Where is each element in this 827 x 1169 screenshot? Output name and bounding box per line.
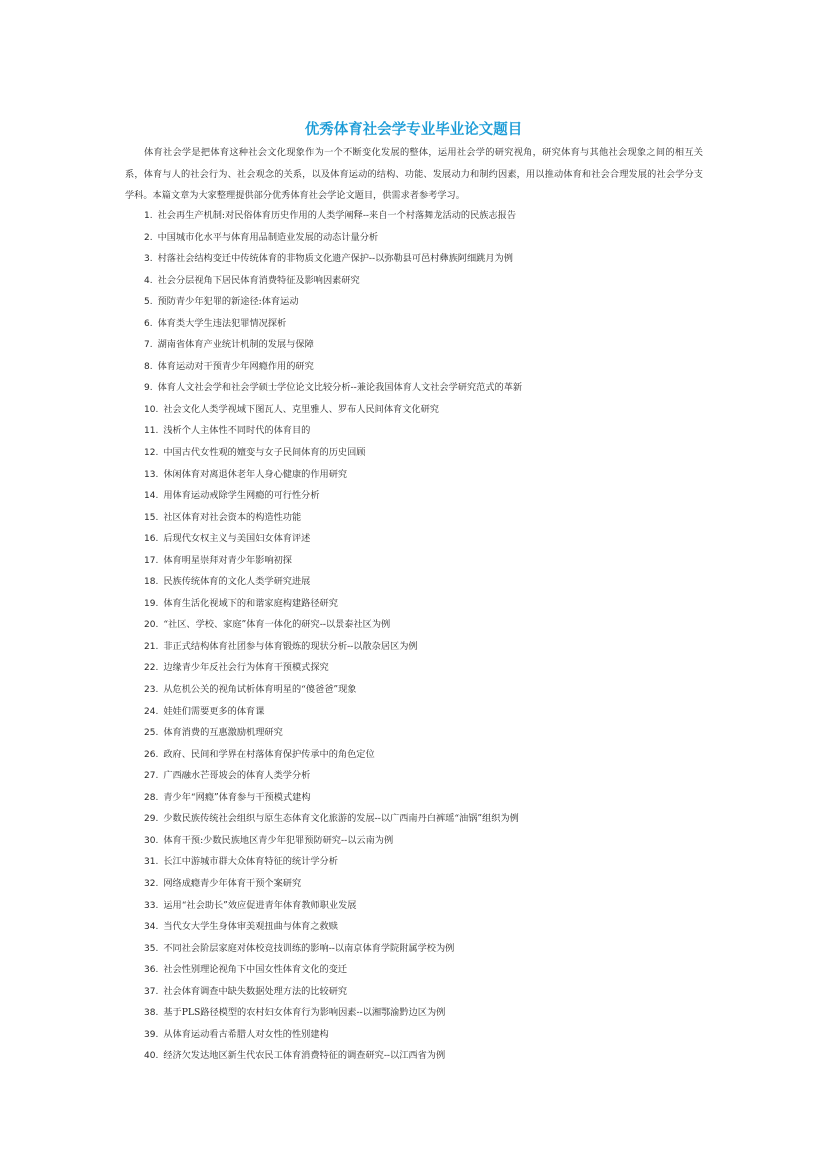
topic-text: 社会体育调查中缺失数据处理方法的比较研究 [163, 985, 348, 997]
topic-item [144, 227, 704, 249]
topic-item [144, 399, 704, 421]
topic-text: 网络成瘾青少年体育干预个案研究 [163, 877, 302, 889]
topic-text: 运用“社会助长”效应促进青年体育教师职业发展 [163, 899, 357, 911]
topic-item [144, 787, 704, 809]
topic-item [144, 442, 704, 464]
topic-number: 29. [144, 814, 159, 825]
topic-item [144, 248, 704, 270]
topic-number: 17. [144, 555, 159, 566]
topic-item [144, 291, 704, 313]
topic-item [144, 377, 704, 399]
topic-number: 16. [144, 534, 159, 545]
topic-item [144, 1002, 704, 1024]
topic-number: 24. [144, 706, 159, 717]
topic-item [144, 356, 704, 378]
topic-text: 体育消费的互惠激励机理研究 [163, 727, 283, 739]
topic-item [144, 464, 704, 486]
topic-number: 7. [144, 340, 153, 351]
topic-text: 浅析个人主体性不同时代的体育目的 [163, 425, 311, 437]
topic-number: 1. [144, 211, 153, 221]
topic-text: 不同社会阶层家庭对体校竞技训练的影响--以南京体育学院附属学校为例 [163, 942, 455, 954]
topic-text: 娃娃们需要更多的体育课 [163, 705, 265, 717]
topic-number: 5. [144, 297, 153, 308]
topic-number: 30. [144, 835, 159, 846]
topic-number: 4. [144, 275, 153, 286]
topic-number: 10. [144, 404, 159, 415]
topic-text: 体育明星崇拜对青少年影响初探 [163, 554, 292, 566]
topic-number: 39. [144, 1029, 159, 1040]
topic-text: 中国古代女性观的嬗变与女子民间体育的历史回顾 [163, 447, 366, 459]
topic-number: 36. [144, 965, 159, 976]
topic-item [144, 1045, 704, 1067]
topic-number: 33. [144, 900, 159, 911]
topic-number: 19. [144, 598, 159, 609]
topic-number: 31. [144, 857, 159, 868]
topic-number: 22. [144, 663, 159, 674]
topic-number: 25. [144, 728, 159, 739]
topic-item [144, 895, 704, 917]
topic-item [144, 765, 704, 787]
topic-number: 8. [144, 361, 153, 372]
topic-number: 2. [144, 232, 153, 243]
document-title: 优秀体育社会学专业毕业论文题目 [304, 122, 523, 138]
topic-text: “社区、学校、家庭”体育一体化的研究--以景泰社区为例 [163, 619, 391, 631]
topic-item [144, 1024, 704, 1046]
intro-paragraph: 体育社会学是把体育这种社会文化现象作为一个不断变化发展的整体，运用社会学的研究视角，研究体育与其他社会现象之间的相互关系，体育与人的社会行为、社会观念的关系，以及体育运动的结构、功能、发展动力和制约因素，用以推动体育和社会合理发展的社会学分支学科。本篇文章为大家整理提供部分优秀体育社会学论文题目，供需求者参考学习。 [125, 147, 703, 201]
topic-item [144, 313, 704, 335]
topic-item [144, 851, 704, 873]
topic-item [144, 485, 704, 507]
topic-text: 体育运动对干预青少年网瘾作用的研究 [157, 360, 314, 372]
topic-text: 边缘青少年反社会行为体育干预模式探究 [163, 662, 329, 674]
topic-item [144, 593, 704, 615]
topic-text: 用体育运动戒除学生网瘾的可行性分析 [163, 490, 320, 502]
topic-number: 27. [144, 771, 159, 782]
topic-item [144, 507, 704, 529]
topic-item [144, 808, 704, 830]
topic-text: 社会再生产机制:对民俗体育历史作用的人类学阐释--来自一个村落舞龙活动的民族志报告 [157, 210, 517, 221]
topic-text: 当代女大学生身体审美观扭曲与体育之救赎 [163, 921, 338, 933]
topic-item [144, 270, 704, 292]
topic-text: 湖南省体育产业统计机制的发展与保障 [157, 339, 314, 351]
topic-text: 体育类大学生违法犯罪情况探析 [157, 317, 287, 329]
topic-item [144, 938, 704, 960]
topic-text: 从体育运动看古希腊人对女性的性别建构 [163, 1028, 329, 1040]
topic-text: 预防青少年犯罪的新途径:体育运动 [157, 296, 299, 308]
topic-text: 社会性别理论视角下中国女性体育文化的变迁 [163, 964, 348, 976]
topic-text: 社区体育对社会资本的构造性功能 [163, 511, 302, 523]
topic-number: 13. [144, 469, 159, 480]
topic-number: 34. [144, 922, 159, 933]
topic-number: 35. [144, 943, 159, 954]
topic-item [144, 981, 704, 1003]
topic-item [144, 571, 704, 593]
topic-item [144, 701, 704, 723]
topic-number: 37. [144, 986, 159, 997]
topic-text: 民族传统体育的文化人类学研究进展 [163, 576, 311, 588]
topic-item [144, 205, 704, 227]
topic-text: 基于PLS路径模型的农村妇女体育行为影响因素--以湘鄂渝黔边区为例 [163, 1007, 446, 1019]
topic-text: 社会文化人类学视域下图瓦人、克里雅人、罗布人民间体育文化研究 [163, 403, 439, 415]
topic-text: 非正式结构体育社团参与体育锻炼的现状分析--以散杂居区为例 [163, 640, 418, 652]
topic-number: 3. [144, 254, 153, 265]
topic-list [144, 205, 704, 1067]
topic-text: 长江中游城市群大众体育特征的统计学分析 [163, 856, 338, 868]
topic-text: 社会分层视角下居民体育消费特征及影响因素研究 [157, 274, 360, 286]
topic-number: 40. [144, 1051, 159, 1062]
topic-text: 休闲体育对离退休老年人身心健康的作用研究 [163, 468, 348, 480]
topic-item [144, 722, 704, 744]
topic-text: 体育生活化视域下的和谐家庭构建路径研究 [163, 597, 338, 609]
topic-text: 广西融水芒哥坡会的体育人类学分析 [163, 770, 311, 782]
topic-number: 32. [144, 878, 159, 889]
topic-text: 村落社会结构变迁中传统体育的非物质文化遗产保护--以弥勒县可邑村彝族阿细跳月为例 [157, 253, 513, 265]
topic-item [144, 636, 704, 658]
topic-text: 青少年“网瘾”体育参与干预模式建构 [163, 791, 311, 803]
topic-item [144, 830, 704, 852]
topic-item [144, 550, 704, 572]
topic-number: 20. [144, 620, 159, 631]
topic-text: 从危机公关的视角试析体育明星的“傻爸爸”现象 [163, 684, 357, 696]
topic-number: 23. [144, 685, 159, 696]
topic-text: 体育干预:少数民族地区青少年犯罪预防研究--以云南为例 [163, 834, 394, 846]
topic-item [144, 679, 704, 701]
topic-number: 38. [144, 1008, 159, 1019]
topic-item [144, 959, 704, 981]
topic-item [144, 873, 704, 895]
topic-number: 26. [144, 749, 159, 760]
topic-text: 少数民族传统社会组织与原生态体育文化旅游的发展--以广西南丹白裤瑶“油锅”组织为例 [163, 813, 519, 825]
topic-number: 12. [144, 448, 159, 459]
topic-item [144, 334, 704, 356]
topic-item [144, 614, 704, 636]
topic-number: 11. [144, 426, 159, 437]
topic-item [144, 657, 704, 679]
topic-item [144, 528, 704, 550]
topic-number: 6. [144, 318, 153, 329]
topic-number: 14. [144, 491, 159, 502]
topic-text: 后现代女权主义与美国妇女体育评述 [163, 533, 311, 545]
topic-number: 28. [144, 792, 159, 803]
topic-text: 政府、民间和学界在村落体育保护传承中的角色定位 [163, 748, 375, 760]
topic-item [144, 744, 704, 766]
topic-number: 21. [144, 641, 159, 652]
topic-item [144, 916, 704, 938]
topic-text: 中国城市化水平与体育用品制造业发展的动态计量分析 [157, 231, 379, 243]
topic-item [144, 420, 704, 442]
topic-text: 经济欠发达地区新生代农民工体育消费特征的调查研究--以江西省为例 [163, 1050, 446, 1062]
topic-number: 15. [144, 512, 159, 523]
topic-text: 体育人文社会学和社会学硕士学位论文比较分析--兼论我国体育人文社会学研究范式的革新 [157, 382, 523, 394]
topic-number: 18. [144, 577, 159, 588]
topic-number: 9. [144, 383, 153, 394]
